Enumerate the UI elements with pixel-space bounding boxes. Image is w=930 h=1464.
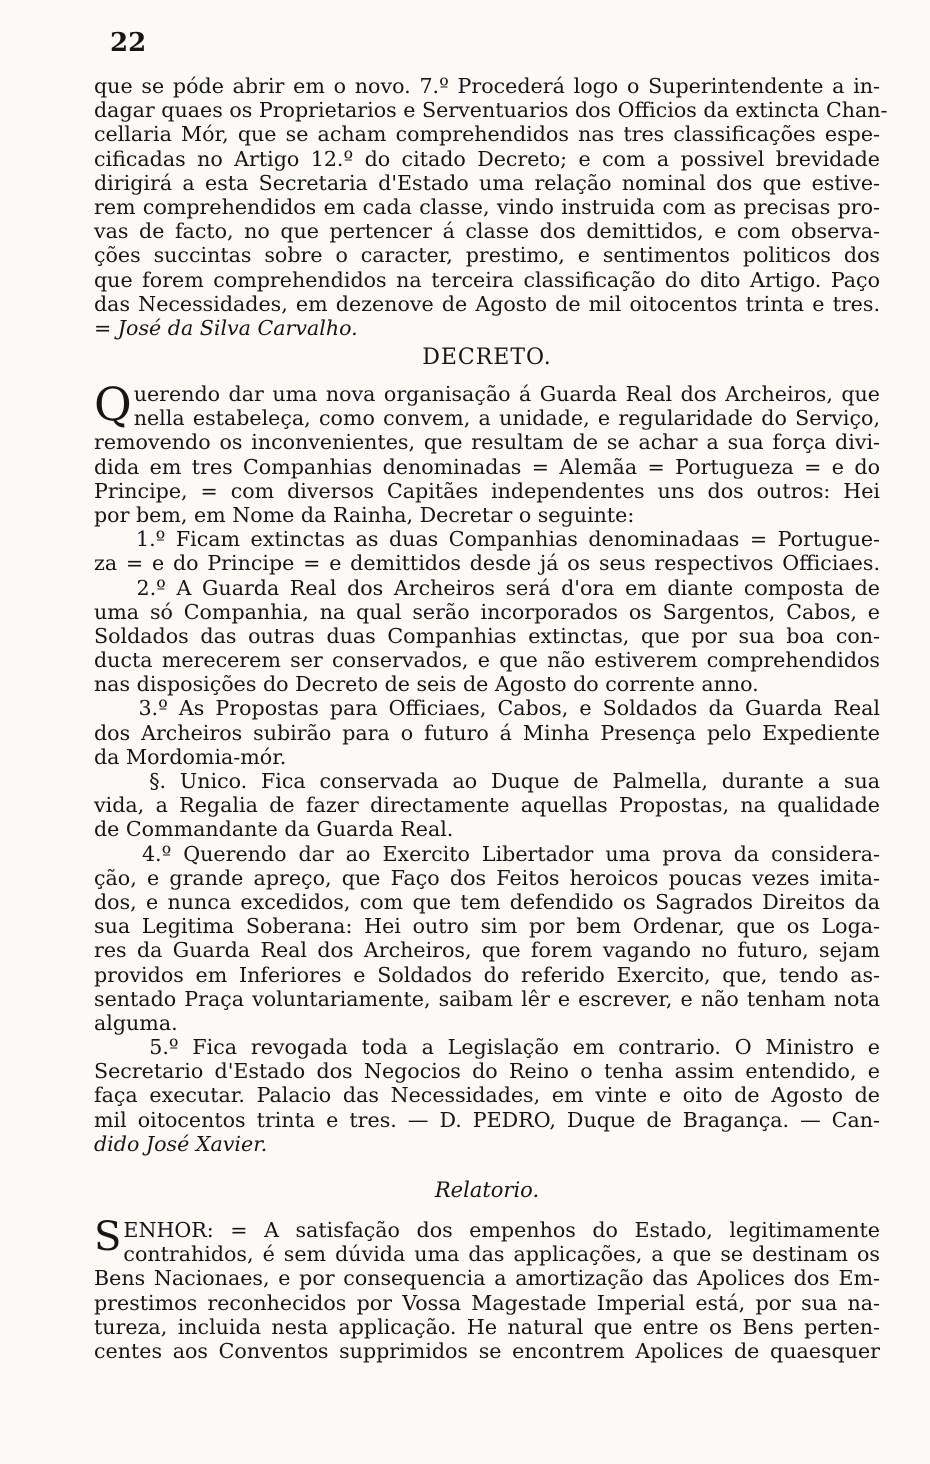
- signature-line: dido José Xavier.: [94, 1131, 268, 1156]
- text-line: vas de facto, no que pertencer á classe dos demittidos, e com observa-: [94, 219, 880, 244]
- text-line: providos em Inferiores e Soldados do referido Exercito, que, tendo as-: [94, 962, 880, 987]
- text-line: alguma.: [94, 1010, 178, 1035]
- relatorio-heading: Relatorio.: [434, 1178, 540, 1202]
- text-block-portaria: [94, 74, 888, 340]
- text-line: nas disposições do Decreto de seis de Agosto do corrente anno.: [94, 672, 759, 697]
- text-line: Principe, = com diversos Capitães independentes uns dos outros: Hei: [94, 478, 880, 503]
- text-line: cellaria Mór, que se acham comprehendidos nas tres classificações espe-: [94, 122, 880, 147]
- text-line: Bens Nacionaes, e por consequencia a amortização das Apolices dos Em-: [94, 1266, 880, 1291]
- text-block-relatorio: [94, 1214, 880, 1363]
- text-line: 2.º A Guarda Real dos Archeiros será d'ora em diante composta de: [94, 575, 880, 600]
- text-line: mil oitocentos trinta e tres. — D. PEDRO, Duque de Bragança. — Can-: [94, 1107, 880, 1132]
- text-line: faça executar. Palacio das Necessidades, em vinte e oito de Agosto de: [94, 1083, 880, 1108]
- text-line: removendo os inconvenientes, que resultam de se achar a sua força divi-: [94, 430, 880, 455]
- text-line: ducta merecerem ser conservados, e que não estiverem comprehendidos: [94, 648, 880, 673]
- text-line: 5.º Fica revogada toda a Legislação em contrario. O Ministro e: [94, 1035, 880, 1060]
- text-line: za = e do Principe = e demittidos desde já os seus respectivos Officiaes.: [94, 551, 880, 576]
- drop-cap: S: [94, 1214, 122, 1260]
- text-line: rem comprehendidos em cada classe, vindo instruida com as precisas pro-: [94, 194, 880, 219]
- text-line: §. Unico. Fica conservada ao Duque de Palmella, durante a sua: [94, 769, 880, 793]
- drop-cap: Q: [94, 377, 132, 431]
- text-line: 1.º Ficam extinctas as duas Companhias denominadaas = Portugue-: [94, 527, 880, 552]
- text-line: dos, e nunca excedidos, com que tem defendido os Sagrados Direitos da: [94, 889, 880, 914]
- text-line: res da Guarda Real dos Archeiros, que forem vagando no futuro, sejam: [94, 938, 880, 963]
- text-line: de Commandante da Guarda Real.: [94, 817, 454, 842]
- text-line: uma só Companhia, na qual serão incorporados os Sargentos, Cabos, e: [94, 599, 880, 624]
- text-line: 4.º Querendo dar ao Exercito Libertador uma prova da considera-: [94, 841, 880, 866]
- text-line: vida, a Regalia de fazer directamente aquellas Propostas, na qualidade: [94, 793, 880, 818]
- text-line: 3.º As Propostas para Officiaes, Cabos, e Soldados da Guarda Real: [94, 696, 880, 721]
- text-line: das Necessidades, em dezenove de Agosto de mil oitocentos trinta e tres.: [94, 291, 880, 316]
- signature-line: = José da Silva Carvalho.: [94, 315, 358, 340]
- text-line-content: uerendo dar uma nova organisação á Guarda Real dos Archeiros, que: [133, 382, 880, 406]
- text-line: prestimos reconhecidos por Vossa Magestade Imperial está, por sua na-: [94, 1290, 880, 1315]
- text-line: contrahidos, é sem dúvida uma das applicações, a que se destinam os: [123, 1242, 880, 1267]
- text-line: cificadas no Artigo 12.º do citado Decreto; e com a possivel brevidade: [94, 146, 880, 171]
- text-line: que se póde abrir em o novo. 7.º Procederá logo o Superintendente a in-: [94, 74, 880, 98]
- text-line: por bem, em Nome da Rainha, Decretar o seguinte:: [94, 502, 635, 527]
- decreto-heading: DECRETO.: [422, 345, 552, 370]
- text-line: ções succintas sobre o caracter, prestimo, e sentimentos politicos dos: [94, 243, 880, 268]
- text-line: nella estabeleça, como convem, a unidade, e regularidade do Serviço,: [133, 406, 880, 431]
- text-line: centes aos Conventos supprimidos se encontrem Apolices de quaesquer: [94, 1338, 880, 1363]
- text-line: sentado Praça voluntariamente, saibam lêr e escrever, e não tenham nota: [94, 986, 880, 1011]
- text-line: dirigirá a esta Secretaria d'Estado uma relação nominal dos que estive-: [94, 170, 880, 195]
- text-line: tureza, incluida nesta applicação. He natural que entre os Bens perten-: [94, 1314, 880, 1339]
- text-line: que forem comprehendidos na terceira classificação do dito Artigo. Paço: [94, 267, 880, 292]
- text-line: da Mordomia-mór.: [94, 744, 287, 769]
- text-block-decreto: [94, 377, 880, 1156]
- text-line: dida em tres Companhias denominadas = Alemãa = Portugueza = e do: [94, 454, 880, 479]
- page-number: 22: [110, 28, 147, 58]
- text-line-content: ENHOR: = A satisfação dos empenhos do Estado, legitimamente: [123, 1218, 880, 1242]
- text-line: Soldados das outras duas Companhias extinctas, que por sua boa con-: [94, 623, 880, 648]
- text-line: ção, e grande apreço, que Faço dos Feitos heroicos poucas vezes imita-: [94, 865, 880, 890]
- text-line: Secretario d'Estado dos Negocios do Reino o tenha assim entendido, e: [94, 1059, 880, 1084]
- text-line: dos Archeiros subirão para o futuro á Minha Presença pelo Expediente: [94, 720, 880, 745]
- text-line: dagar quaes os Proprietarios e Serventuarios dos Officios da extincta Chan-: [94, 98, 888, 123]
- text-line: sua Legitima Soberana: Hei outro sim por bem Ordenar, que os Loga-: [94, 914, 880, 939]
